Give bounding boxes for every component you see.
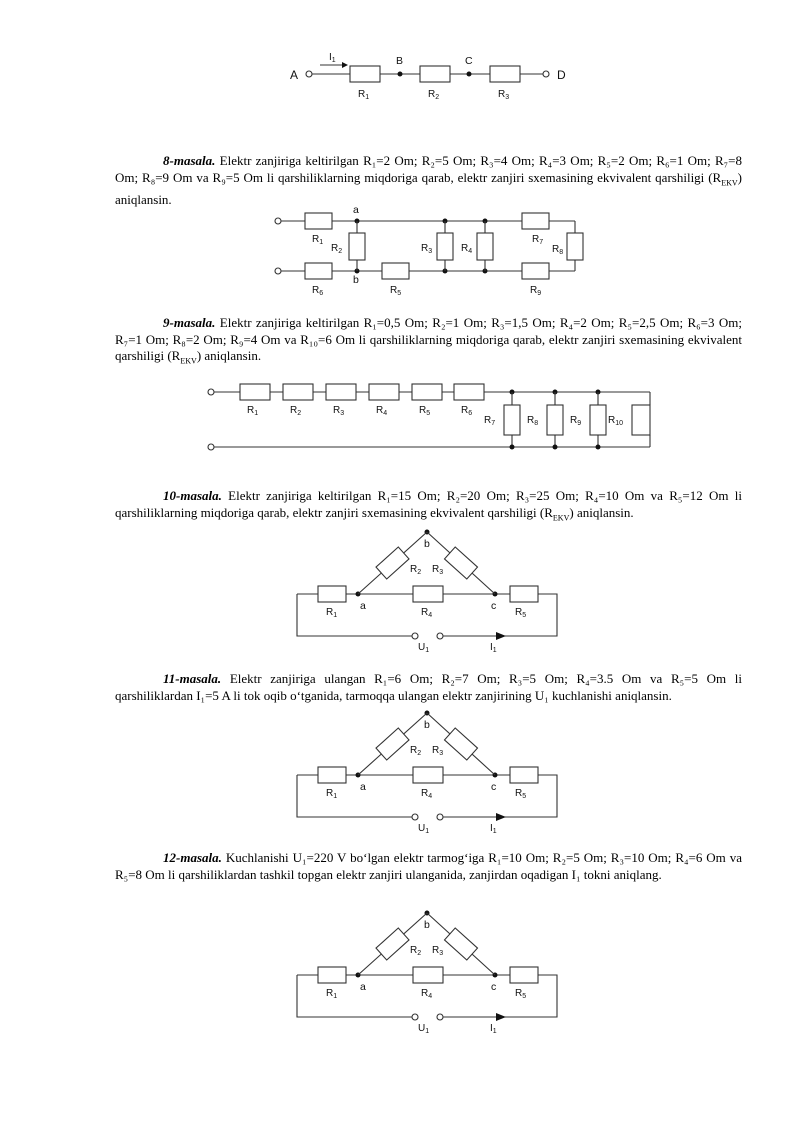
svg-text:R2: $R_2$	[331, 243, 343, 255]
problem-10-title: 10-masala.	[163, 488, 222, 503]
problem-12-text: Kuchlanishi U₁=220 V bo‘lgan elektr tarmog‘iga R₁=10 Om; R₂=5 Om; R₃=10 Om; R₄=6 Om va R₅=8 Om li qarshiliklardan tashkil topgan elektr zanjiri ulanganida, zanjirdan oqadigan I₁ tokni aniqlang.	[115, 850, 742, 882]
r2-label: $R_2$	[428, 89, 440, 101]
svg-text:R6: $R_6$	[312, 285, 324, 297]
problem-10-text: Elektr zanjiriga keltirilgan R₁=15 Om; R₂=20 Om; R₃=25 Om; R₄=10 Om va R₅=12 Om li qarshiliklarning miqdoriga qarab, elektr zanjiri sxemasining ekvivalent qarshiligi (R	[115, 488, 742, 520]
problem-8-title: 8-masala.	[163, 153, 216, 168]
node-a-label: a	[360, 981, 366, 993]
node-c-label: c	[491, 600, 497, 612]
series-circuit-diagram	[0, 45, 800, 105]
node-b-label: b	[424, 538, 430, 550]
voltage-label: $U_1$	[418, 823, 430, 833]
node-a-label: a	[360, 781, 366, 793]
r5-label: $R_5$	[515, 607, 527, 619]
node-a-label: a	[360, 600, 366, 612]
problem-9-text: Elektr zanjiriga keltirilgan R₁=0,5 Om; R₂=1 Om; R₃=1,5 Om; R₄=2 Om; R₅=2,5 Om; R₆=3 Om; R₇=1 Om; R₈=2 Om; R₉=4 Om va R₁₀=6 Om li qarshiliklarning miqdoriga qarab, elektr zanjiri sxemasining ekvivalent qarshiligi (R	[115, 315, 743, 363]
node-c-label: c	[491, 981, 497, 993]
svg-text:R8: $R_8$	[552, 244, 564, 256]
r1-label: $R_1$	[358, 89, 370, 101]
problem-9-diagram	[0, 375, 800, 460]
svg-text:R4: $R_4$	[376, 405, 388, 417]
r2-label: $R_2$	[410, 564, 422, 576]
node-c-label: C	[465, 55, 473, 67]
r4-label: $R_4$	[421, 988, 433, 1000]
bridge-diagram-11	[0, 703, 800, 833]
problem-11	[115, 671, 742, 704]
svg-text:R1: $R_1$	[247, 405, 259, 417]
r3-label: $R_3$	[432, 745, 444, 757]
problem-9-title: 9-masala.	[163, 315, 216, 330]
r2-label: $R_2$	[410, 945, 422, 957]
problem-8-diagram	[0, 203, 800, 298]
r5-label: $R_5$	[515, 788, 527, 800]
problem-11-text: Elektr zanjiriga ulangan R₁=6 Om; R₂=7 Om; R₃=5 Om; R₄=3.5 Om va R₅=5 Om li qarshiliklardan I₁=5 A li tok oqib o‘tganida, tarmoqqa ulangan elektr zanjirining U₁ kuchlanishi aniqlansin.	[115, 671, 742, 703]
svg-text:R7: $R_7$	[532, 234, 544, 246]
node-b-label: B	[396, 55, 404, 67]
svg-text:R1: $R_1$	[312, 234, 324, 246]
problem-8: 8-masala. Elektr zanjiriga keltirilgan R₁=2 Om; R₂=5 Om; R₃=4 Om; R₄=3 Om; R₅=2 Om; R₆=1 Om; R₇=8 Om; R₈=9 Om va R₉=5 Om li qarshiliklarning miqdoriga qarab, elektr zanjiri sxemasining ekvivalent qarshiligi $(R_{EKV})$ aniqlansin.	[115, 153, 742, 207]
svg-text:R6: $R_6$	[461, 405, 473, 417]
svg-text:R5: $R_5$	[419, 405, 431, 417]
problem-9: 9-masala. Elektr zanjiriga keltirilgan R₁=0,5 Om; R₂=1 Om; R₃=1,5 Om; R₄=2 Om; R₅=2,5 Om; R₆=3 Om; R₇=1 Om; R₈=2 Om; R₉=4 Om va R₁₀=6 Om li qarshiliklarning miqdoriga qarab, elektr zanjiri sxemasining ekvivalent qarshiligi $(R_{EKV})$ aniqlansin.	[115, 315, 743, 366]
svg-text:R5: $R_5$	[390, 285, 402, 297]
r1-label: $R_1$	[326, 788, 338, 800]
r1-label: $R_1$	[326, 988, 338, 1000]
current-label: $I_1$	[329, 52, 336, 64]
r2-label: $R_2$	[410, 745, 422, 757]
r3-label: $R_3$	[432, 945, 444, 957]
r5-label: $R_5$	[515, 988, 527, 1000]
voltage-label: $U_1$	[418, 642, 430, 652]
svg-text:R7: $R_7$	[484, 415, 496, 427]
problem-12-title: 12-masala.	[163, 850, 222, 865]
problem-11-title: 11-masala.	[163, 671, 222, 686]
svg-text:R9: $R_9$	[570, 415, 582, 427]
svg-text:R9: $R_9$	[530, 285, 542, 297]
svg-text:R2: $R_2$	[290, 405, 302, 417]
problem-8-text: Elektr zanjiriga keltirilgan R₁=2 Om; R₂=5 Om; R₃=4 Om; R₄=3 Om; R₅=2 Om; R₆=1 Om; R₇=8 Om; R₈=9 Om va R₉=5 Om li qarshiliklarning miqdoriga qarab, elektr zanjiri sxemasining ekvivalent qarshiligi (R	[115, 153, 742, 185]
terminal-d-label: D	[557, 68, 566, 82]
current-label: $I_1$	[490, 823, 497, 833]
r4-label: $R_4$	[421, 607, 433, 619]
svg-text:R10: $R_{10}$	[608, 415, 624, 427]
terminal-a-label: A	[290, 68, 299, 82]
svg-text:R4: $R_4$	[461, 243, 473, 255]
current-label: $I_1$	[490, 642, 497, 652]
svg-text:R3: $R_3$	[421, 243, 433, 255]
problem-10: 10-masala. Elektr zanjiriga keltirilgan R₁=15 Om; R₂=20 Om; R₃=25 Om; R₄=10 Om va R₅=12 Om li qarshiliklarning miqdoriga qarab, elektr zanjiri sxemasining ekvivalent qarshiligi $(R_{EKV})$ aniqlansin.	[115, 488, 742, 523]
bridge-diagram-10	[0, 522, 800, 652]
current-label: $I_1$	[490, 1023, 497, 1033]
node-c-label: c	[491, 781, 497, 793]
node-a-label: a	[353, 204, 359, 216]
svg-text:R8: $R_8$	[527, 415, 539, 427]
svg-text:R3: $R_3$	[333, 405, 345, 417]
r3-label: $R_3$	[432, 564, 444, 576]
node-b-label: b	[353, 274, 359, 286]
voltage-label: $U_1$	[418, 1023, 430, 1033]
node-b-label: b	[424, 919, 430, 931]
node-b-label: b	[424, 719, 430, 731]
r4-label: $R_4$	[421, 788, 433, 800]
bridge-diagram-12	[0, 903, 800, 1033]
r3-label: $R_3$	[498, 89, 510, 101]
problem-12	[115, 850, 742, 883]
r1-label: $R_1$	[326, 607, 338, 619]
